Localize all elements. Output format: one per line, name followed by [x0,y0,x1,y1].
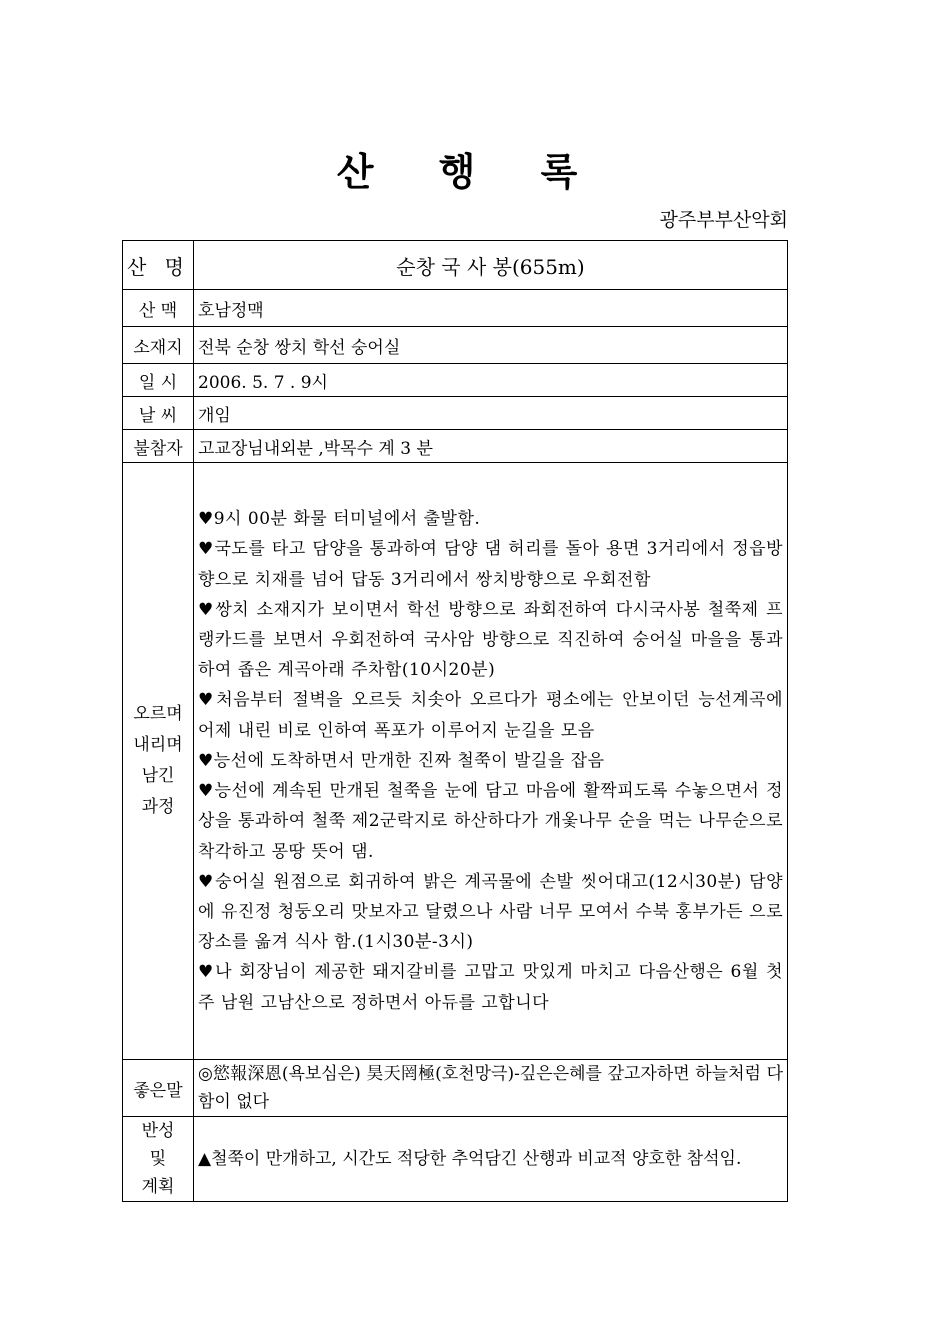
hiking-record-table [122,240,788,1202]
absent-label: 불참자 [123,430,194,463]
range-label: 산 맥 [123,290,194,327]
course-label-line: 오르며 [133,704,183,724]
course-item: ♥처음부터 절벽을 오르듯 치솟아 오르다가 평소에는 안보이던 능선계곡에 어제 내린 비로 인하여 폭포가 이루어지 눈길을 모음 [198,690,783,741]
location-label: 소재지 [123,327,194,364]
weather-value: 개임 [194,397,788,430]
mountain-row [123,241,788,290]
organization-name: 광주부부산악회 [659,209,788,231]
course-description [194,463,788,1060]
course-row [123,463,788,1060]
weather-label: 날 씨 [123,397,194,430]
course-item: ♥쌍치 소재지가 보이면서 학선 방향으로 좌회전하여 다시국사봉 철쭉제 프랭카드를 보면서 우회전하여 국사암 방향으로 직진하여 숭어실 마을을 통과하여 좁은 계곡아래 주차함(10시20분) [198,599,783,681]
course-label-line: 과정 [141,797,175,817]
mountain-value: 순창 국 사 봉(655m) [194,241,788,290]
absent-value: 고교장님내외분 ,박목수 계 3 분 [194,430,788,463]
document-title: 산 행 록 [336,149,604,194]
reflect-label [123,1117,194,1202]
course-item: ♥능선에 계속된 만개된 철쭉을 눈에 담고 마음에 활짝피도록 수놓으면서 정상을 통과하여 철쭉 제2군락지로 하산하다가 개옻나무 순을 먹는 나무순으로 착각하고 몽땅 뜻어 댐. [198,781,783,862]
course-item: ♥국도를 타고 담양을 통과하여 담양 댐 허리를 돌아 용면 3거리에서 정읍방향으로 치재를 넘어 답동 3거리에서 쌍치방향으로 우회전함 [198,539,783,590]
course-label-line: 내리며 [133,735,183,755]
date-value: 2006. 5. 7 . 9시 [194,364,788,397]
reflect-label-line: 및 [149,1149,167,1169]
weather-row [123,397,788,430]
course-label-line: 남긴 [141,766,175,786]
reflect-label-line: 계획 [141,1177,175,1197]
mountain-label: 산 명 [123,241,194,290]
range-row [123,290,788,327]
range-value: 호남정맥 [194,290,788,327]
reflect-text: ▲철쭉이 만개하고, 시간도 적당한 추억담긴 산행과 비교적 양호한 참석임. [198,1149,742,1169]
saying-value [194,1060,788,1117]
course-item: ♥나 회장님이 제공한 돼지갈비를 고맙고 맛있게 마치고 다음산행은 6월 첫 주 남원 고남산으로 정하면서 아듀를 고합니다 [198,962,783,1013]
location-row [123,327,788,364]
saying-text: ◎慾報深恩(욕보심은) 昊天罔極(호천망극)-깊은은혜를 갚고자하면 하늘처럼 다함이 없다 [198,1064,783,1112]
course-label [123,463,194,1060]
saying-label: 좋은말 [123,1060,194,1117]
date-row [123,364,788,397]
reflect-row [123,1117,788,1202]
course-item: ♥9시 00분 화물 터미널에서 출발함. [198,509,481,530]
course-item: ♥숭어실 원점으로 회귀하여 밝은 계곡물에 손발 씻어대고(12시30분) 담양에 유진정 청둥오리 맛보자고 달렸으나 사람 너무 모여서 수북 홍부가든 으로 장소를 옮겨 식사 함.(1시30분-3시) [198,871,783,953]
reflect-value [194,1117,788,1202]
saying-row [123,1060,788,1117]
reflect-label-line: 반성 [141,1121,175,1141]
absent-row [123,430,788,463]
course-item: ♥능선에 도착하면서 만개한 진짜 철쭉이 발길을 잡음 [198,750,605,771]
date-label: 일 시 [123,364,194,397]
location-value: 전북 순창 쌍치 학선 숭어실 [194,327,788,364]
